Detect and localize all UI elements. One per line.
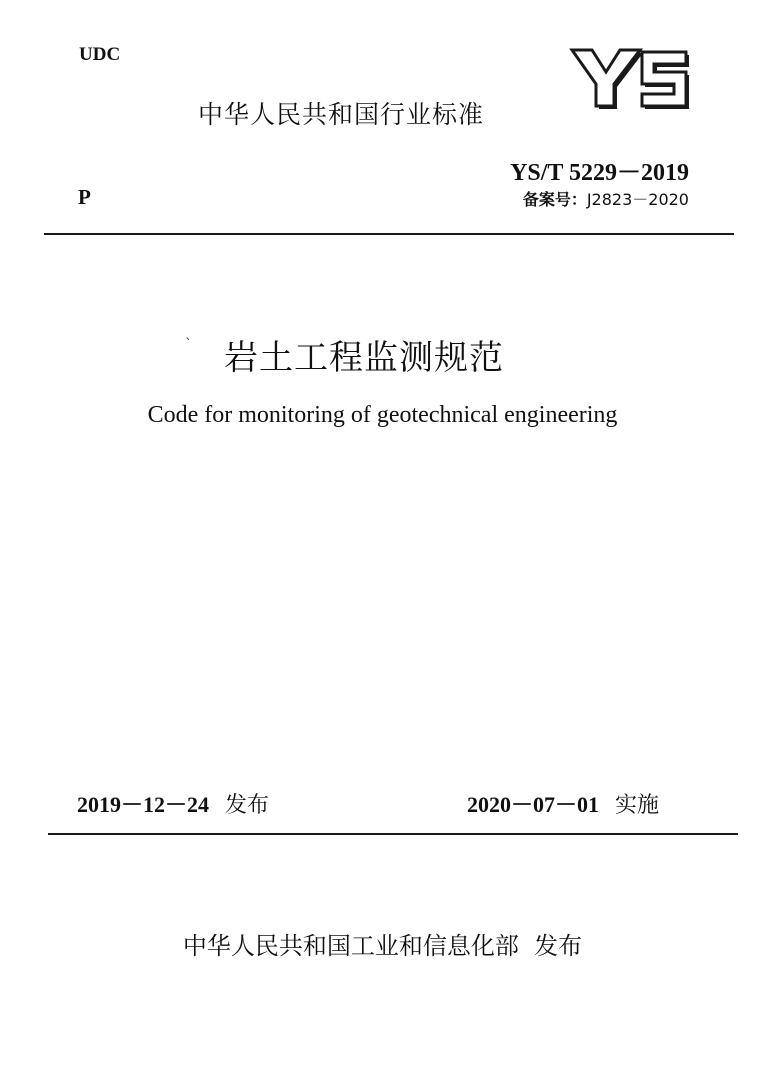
record-number: J2823－2020 — [586, 190, 689, 209]
issuing-authority: 中华人民共和国工业和信息化部 发布 — [182, 932, 583, 960]
bottom-divider — [48, 833, 738, 835]
document-title-english: Code for monitoring of geotechnical engineering — [147, 402, 618, 428]
logo-letter-s — [642, 52, 689, 109]
issue-date: 2019－12－24 — [77, 792, 210, 817]
implement-date-line — [467, 788, 659, 819]
ys-logo — [562, 42, 692, 112]
logo-letter-y — [572, 50, 643, 109]
record-label: 备案号： — [522, 190, 587, 209]
record-number-line — [523, 187, 689, 210]
implement-word: 实施 — [615, 793, 660, 818]
document-title-chinese: 岩土工程监测规范 — [224, 338, 504, 378]
standard-type: 中华人民共和国行业标准 — [198, 100, 485, 129]
standard-number: YS/T 5229－2019 — [510, 160, 689, 186]
issue-date-line — [77, 788, 269, 819]
implement-date: 2020－07－01 — [467, 792, 600, 817]
udc-label: UDC — [79, 44, 121, 65]
classification-code: P — [78, 185, 91, 209]
title-mark: ` — [185, 337, 192, 353]
issue-word: 发布 — [225, 793, 270, 818]
top-divider — [44, 233, 734, 235]
